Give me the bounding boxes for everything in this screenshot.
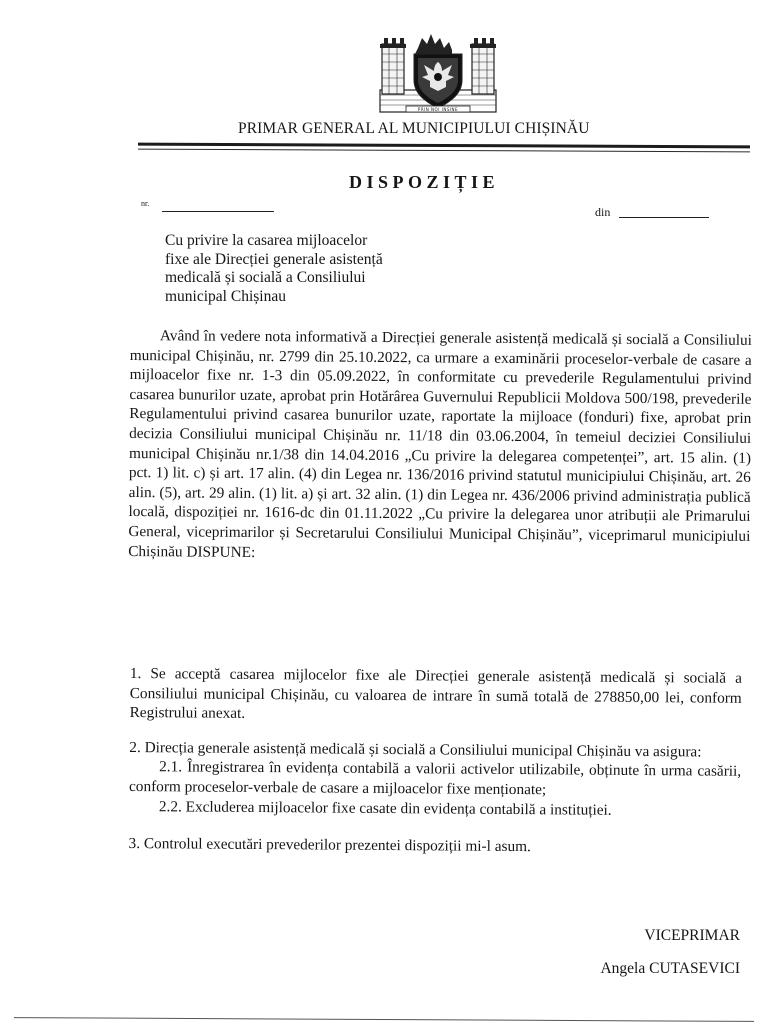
number-label: nr. — [141, 199, 150, 208]
subject-line: municipal Chișinau — [165, 287, 286, 305]
signatory-title: VICEPRIMAR — [644, 927, 740, 944]
chisinau-coat-of-arms — [376, 30, 500, 114]
header-divider-thick — [138, 143, 750, 149]
page-bottom-edge — [14, 1017, 754, 1022]
disposition-subitem-2-2: 2.2. Excluderea mijloacelor fixe casate din evidența contabilă a instituției. — [158, 797, 612, 819]
header-title: PRIMAR GENERAL AL MUNICIPIULUI CHIȘINĂU — [238, 120, 590, 137]
header-divider-thin — [138, 149, 750, 153]
disposition-item-2: 2. Direcția generale asistență medicală și socială a Consiliului municipal Chișinău va asigura: — [129, 738, 702, 761]
disposition-item-1: 1. Se acceptă casarea mijlocelor fixe ale Direcției generale asistență medicală și socială a Consiliului municipal Chișinău, cu valoarea de intrare în sumă totală de 278850,00 lei, conform Registrului anexat. — [129, 664, 742, 723]
signatory-name: Angela CUTASEVICI — [600, 960, 740, 977]
disposition-subitem-2-1: 2.1. Înregistrarea în evidența contabilă a valorii activelor utilizabile, obținute în urma casării, conform proceselor-verbale de casare a mijloacelor fixe menționate; — [128, 758, 742, 799]
subject-line: fixe ale Direcției generale asistență — [165, 250, 383, 268]
preamble-paragraph: Având în vedere nota informativă a Direcției generale asistență medicală și socială a Consiliului municipal Chișinău, nr. 2799 din 25.10.2022, ca urmare a examinării proceselor-verbale de casare a mijloacelor fixe nr. 1-3 din 05.09.2022, în conformitate cu prevederile Regulamentului privind casarea bunurilor uzate, aprobat prin Hotărârea Guvernului Republicii Moldova 500/198, prevederile Regulamentului privind casarea bunurilor uzate, raportate la mijloace (fonduri) fixe, aprobat prin decizia Consiliului municipal Chișinău nr. 11/18 din 03.06.2004, în temeiul deciziei Consiliului municipal Chișinău nr.1/38 din 14.04.2016 „Cu privire la delegarea competenței”, art. 15 alin. (1) pct. 1) lit. c) și art. 17 alin. (4) din Legea nr. 136/2016 privind statutul municipiului Chișinău, art. 26 alin. (5), art. 29 alin. (1) lit. a) și art. 32 alin. (1) din Legea nr. 436/2006 privind administrația publică locală, dispoziției nr. 1616-dc din 01.11.2022 „Cu privire la delegarea unor atribuții ale Primarului General, viceprimarilor și Secretarului Consiliului Municipal Chișinău”, viceprimarul municipiului Chișinău DISPUNE: — [128, 327, 752, 561]
document-title: DISPOZIȚIE — [349, 172, 500, 192]
subject-block — [165, 232, 435, 306]
subject-line: Cu privire la casarea mijloacelor — [165, 232, 368, 249]
number-blank-line — [162, 211, 274, 212]
disposition-item-3: 3. Controlul executări prevederilor prezentei dispoziții mi-l asum. — [128, 835, 531, 856]
dispositions-list — [128, 664, 742, 874]
preamble-block — [128, 326, 752, 566]
date-blank-line — [619, 217, 709, 218]
emblem-motto: PRIN NOI INSINE — [417, 107, 459, 112]
date-label: din — [595, 205, 611, 219]
subject-line: medicală și socială a Consiliului — [165, 269, 366, 286]
